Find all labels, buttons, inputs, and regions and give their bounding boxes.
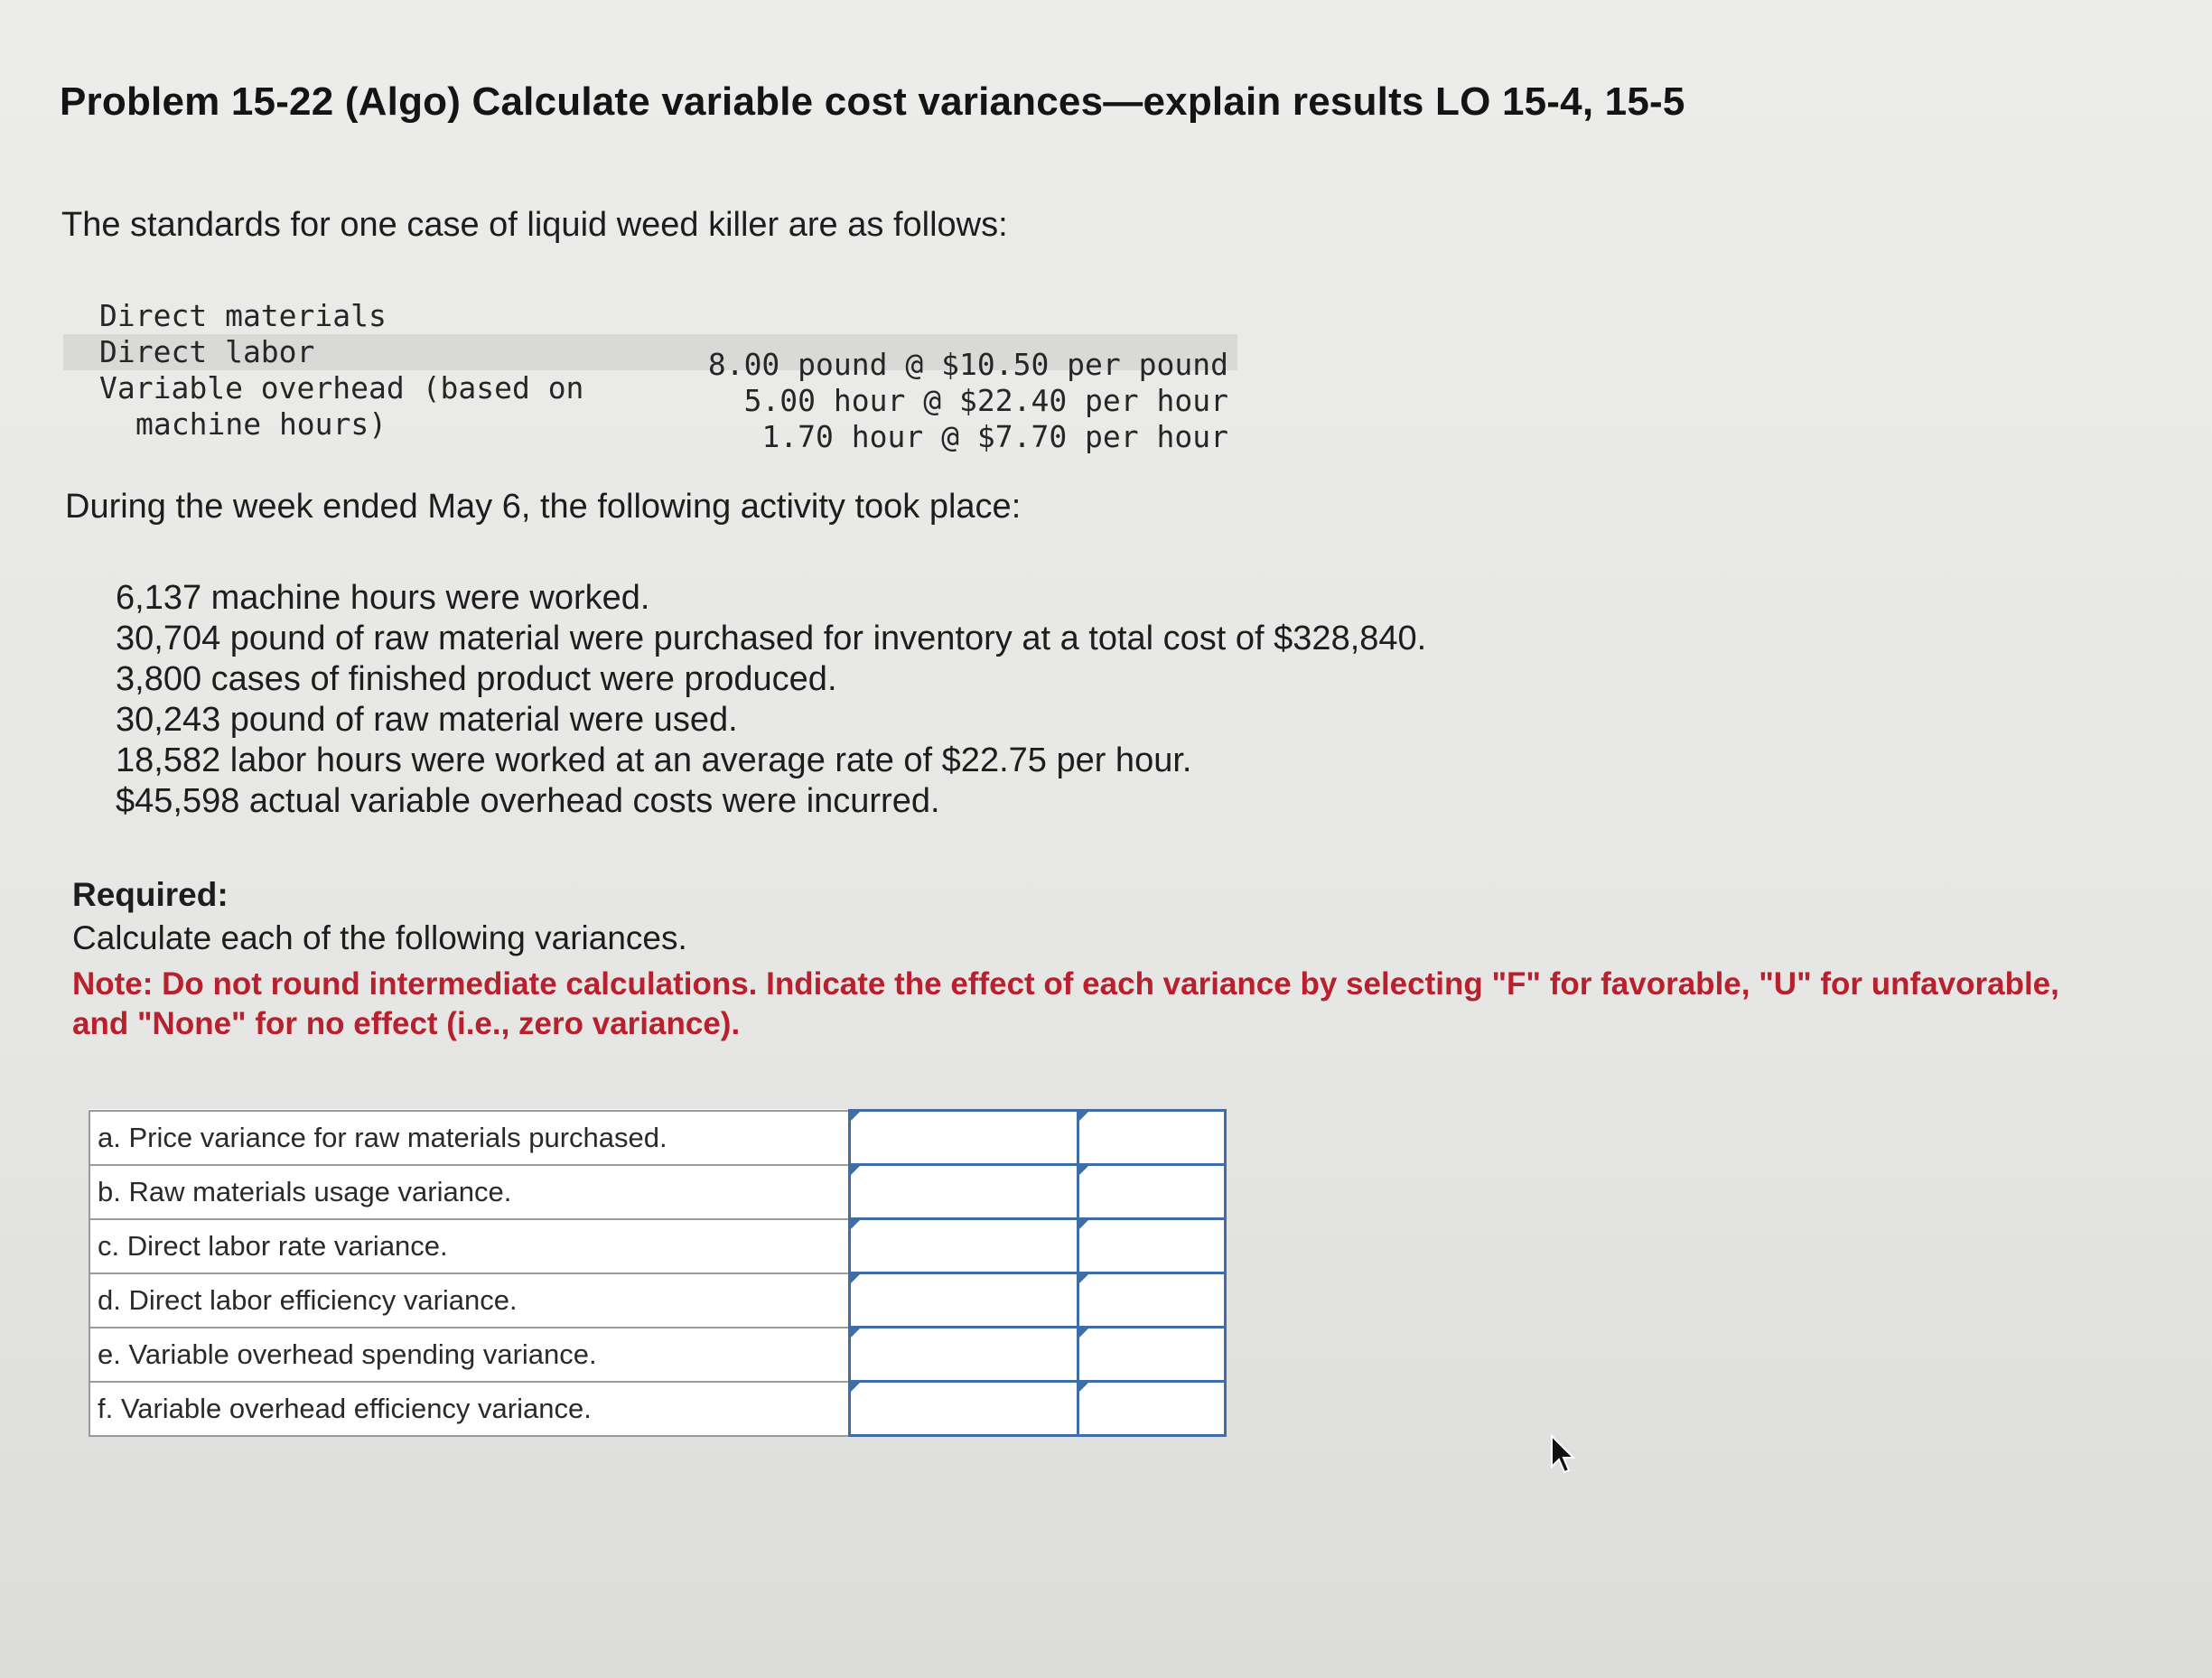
table-row [89,1273,1226,1328]
input-marker-icon [1079,1328,1088,1338]
amount-cell [849,1111,1078,1165]
input-marker-icon [1079,1112,1088,1121]
activity-item: 3,800 cases of finished product were produced. [116,660,837,698]
table-row [89,1111,1226,1165]
variance-amount-input[interactable] [851,1112,1077,1163]
input-marker-icon [1079,1166,1088,1175]
activity-item: 30,704 pound of raw material were purchased for inventory at a total cost of $328,840. [116,620,1427,657]
input-marker-icon [851,1112,860,1121]
variance-effect-select[interactable] [1079,1112,1224,1163]
amount-cell [849,1273,1078,1328]
variance-label: c. Direct labor rate variance. [89,1219,849,1273]
instruction-note: Note: Do not round intermediate calculations. Indicate the effect of each variance by selecting "F" for favorable, "U" for unfavorable, and "None" for no effect (i.e., zero variance). [72,966,2059,1041]
effect-cell [1078,1328,1225,1382]
variance-amount-input[interactable] [851,1274,1077,1326]
input-marker-icon [851,1383,860,1392]
variance-label: a. Price variance for raw materials purchased. [89,1111,849,1165]
variance-answer-table [89,1109,1227,1437]
standards-row [63,334,1237,382]
input-marker-icon [851,1328,860,1338]
variance-effect-select[interactable] [1079,1274,1224,1326]
required-text: Calculate each of the following variances. [72,919,687,956]
variance-effect-select[interactable] [1079,1220,1224,1272]
input-marker-icon [851,1274,860,1283]
standards-intro: The standards for one case of liquid weed killer are as follows: [61,206,1008,244]
problem-title: Problem 15-22 (Algo) Calculate variable cost variances—explain results LO 15-4, 15-5 [60,79,1685,124]
standard-value: 5.00 hour @ $22.40 per hour [743,383,1228,418]
variance-amount-input[interactable] [851,1166,1077,1217]
variance-amount-input[interactable] [851,1383,1077,1434]
standard-value: 8.00 pound @ $10.50 per pound [707,347,1228,382]
amount-cell [849,1165,1078,1219]
standard-value: 1.70 hour @ $7.70 per hour [761,419,1228,454]
activity-item: 6,137 machine hours were worked. [116,579,650,617]
amount-cell [849,1219,1078,1273]
input-marker-icon [1079,1274,1088,1283]
input-marker-icon [1079,1220,1088,1229]
standard-label: Variable overhead (based on [99,370,584,406]
activity-item: $45,598 actual variable overhead costs were incurred. [116,782,940,820]
amount-cell [849,1382,1078,1436]
variance-label: e. Variable overhead spending variance. [89,1328,849,1382]
mouse-pointer-icon [1550,1434,1577,1474]
variance-label: b. Raw materials usage variance. [89,1165,849,1219]
standard-label: Direct labor [99,334,315,369]
table-row [89,1165,1226,1219]
table-row [89,1219,1226,1273]
input-marker-icon [851,1220,860,1229]
amount-cell [849,1328,1078,1382]
activity-item: 18,582 labor hours were worked at an average rate of $22.75 per hour. [116,741,1192,779]
effect-cell [1078,1165,1225,1219]
variance-effect-select[interactable] [1079,1328,1224,1380]
standards-row [63,298,1237,334]
standards-table [63,298,1237,454]
standard-label: machine hours) [135,406,387,442]
effect-cell [1078,1273,1225,1328]
table-row [89,1382,1226,1436]
table-row [89,1328,1226,1382]
effect-cell [1078,1382,1225,1436]
activity-list [116,578,1426,822]
variance-effect-select[interactable] [1079,1166,1224,1217]
standard-label: Direct materials [99,298,387,333]
standards-row [63,406,1237,454]
required-heading: Required: [72,876,229,913]
activity-intro: During the week ended May 6, the following activity took place: [65,488,1022,526]
variance-effect-select[interactable] [1079,1383,1224,1434]
variance-label: d. Direct labor efficiency variance. [89,1273,849,1328]
variance-amount-input[interactable] [851,1328,1077,1380]
variance-amount-input[interactable] [851,1220,1077,1272]
input-marker-icon [851,1166,860,1175]
standards-row [63,370,1237,418]
variance-label: f. Variable overhead efficiency variance. [89,1382,849,1436]
effect-cell [1078,1219,1225,1273]
activity-item: 30,243 pound of raw material were used. [116,701,738,739]
effect-cell [1078,1111,1225,1165]
input-marker-icon [1079,1383,1088,1392]
